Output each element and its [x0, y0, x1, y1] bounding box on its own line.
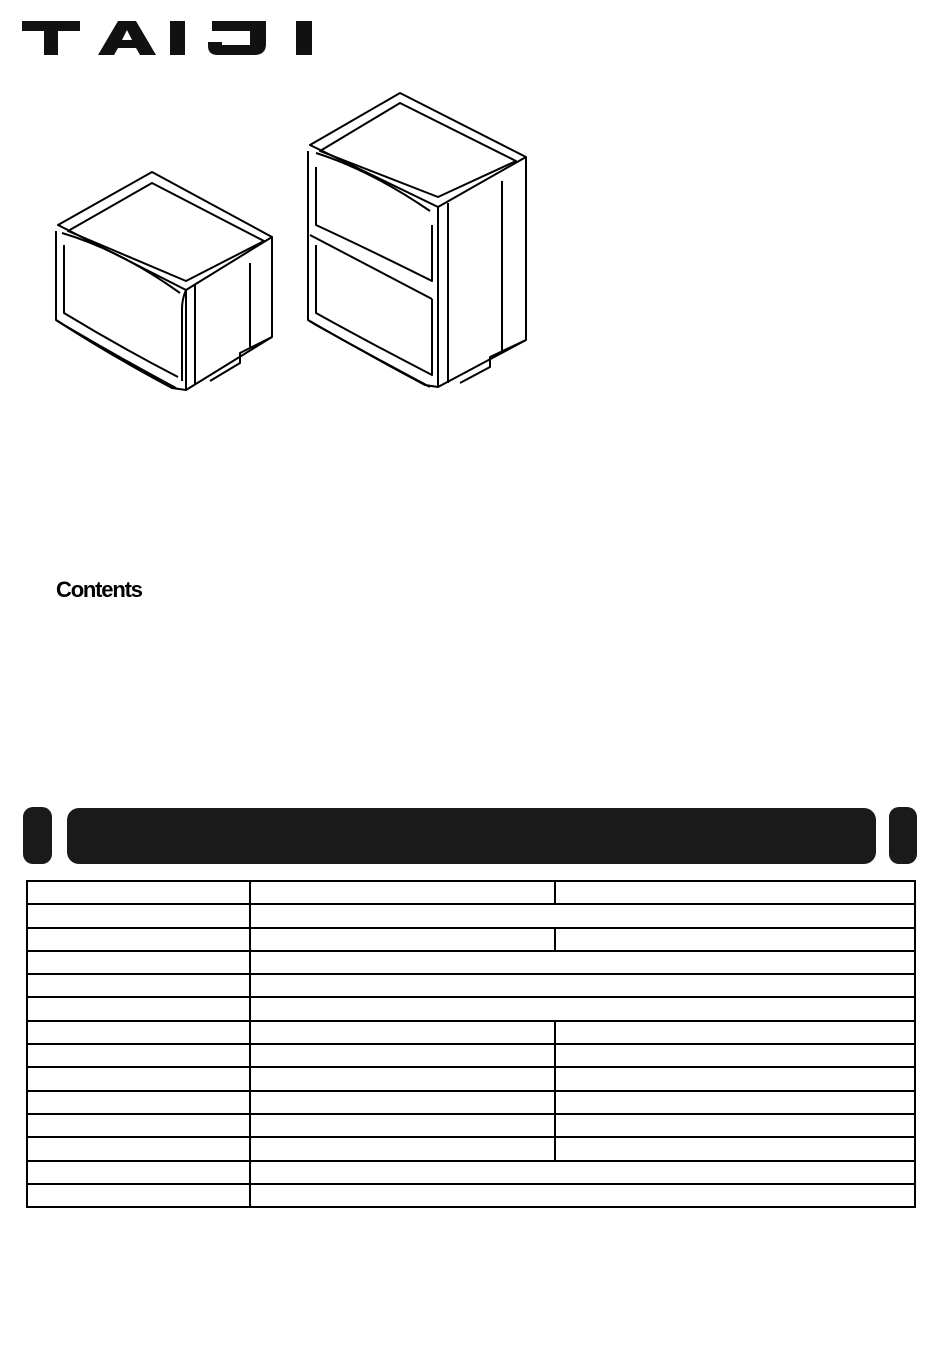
one-drawer-cabinet — [56, 172, 272, 390]
spec-row — [27, 1044, 915, 1067]
spec-label-cell — [27, 1184, 250, 1207]
spec-value-cell — [555, 1067, 915, 1090]
spec-label-cell — [27, 1114, 250, 1137]
spec-value-cell — [250, 1067, 555, 1090]
spec-label-cell — [27, 951, 250, 974]
spec-label-cell — [27, 904, 250, 927]
spec-label-cell — [27, 974, 250, 997]
spec-row — [27, 951, 915, 974]
spec-row — [27, 1114, 915, 1137]
spec-table-body — [27, 881, 915, 1207]
banner-right-cap — [889, 807, 917, 864]
spec-value-cell — [250, 1137, 555, 1160]
section-banner — [67, 808, 876, 864]
spec-value-cell — [555, 881, 915, 904]
spec-label-cell — [27, 1067, 250, 1090]
product-illustration — [40, 85, 540, 405]
spec-value-cell — [250, 881, 555, 904]
spec-value-cell — [250, 1044, 555, 1067]
spec-value-cell — [250, 904, 915, 927]
spec-value-cell — [250, 1091, 555, 1114]
spec-row — [27, 1021, 915, 1044]
spec-label-cell — [27, 928, 250, 951]
spec-row — [27, 1161, 915, 1184]
spec-value-cell — [555, 1114, 915, 1137]
spec-row — [27, 1067, 915, 1090]
spec-value-cell — [250, 974, 915, 997]
spec-value-cell — [250, 1161, 915, 1184]
spec-value-cell — [250, 1184, 915, 1207]
spec-label-cell — [27, 881, 250, 904]
spec-label-cell — [27, 1161, 250, 1184]
spec-value-cell — [555, 1021, 915, 1044]
spec-row — [27, 1184, 915, 1207]
spec-value-cell — [250, 928, 555, 951]
spec-value-cell — [250, 951, 915, 974]
spec-row — [27, 928, 915, 951]
spec-label-cell — [27, 1021, 250, 1044]
taiji-logo — [22, 18, 314, 58]
spec-row — [27, 974, 915, 997]
spec-value-cell — [555, 1091, 915, 1114]
spec-row — [27, 1137, 915, 1160]
spec-row — [27, 997, 915, 1020]
spec-value-cell — [250, 1021, 555, 1044]
spec-value-cell — [250, 997, 915, 1020]
spec-value-cell — [555, 1044, 915, 1067]
contents-heading: Contents — [56, 577, 142, 602]
spec-label-cell — [27, 997, 250, 1020]
spec-label-cell — [27, 1044, 250, 1067]
spec-value-cell — [555, 1137, 915, 1160]
spec-value-cell — [555, 928, 915, 951]
two-drawer-cabinet — [308, 93, 526, 387]
spec-row — [27, 904, 915, 927]
spec-row — [27, 1091, 915, 1114]
spec-label-cell — [27, 1137, 250, 1160]
banner-left-cap — [23, 807, 52, 864]
spec-row — [27, 881, 915, 904]
spec-table — [26, 880, 916, 1208]
spec-label-cell — [27, 1091, 250, 1114]
spec-value-cell — [250, 1114, 555, 1137]
